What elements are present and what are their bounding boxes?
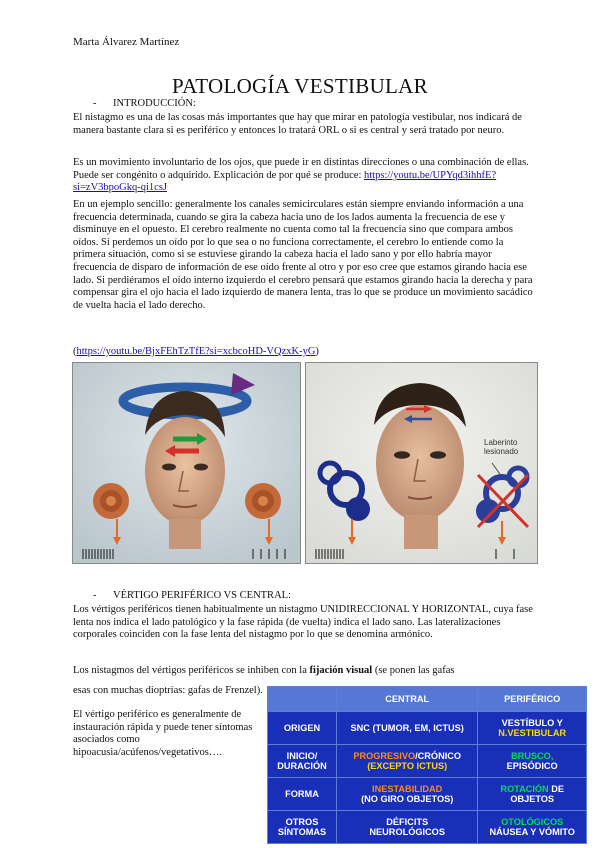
cell-central: DÉFICITS NEUROLÓGICOS — [337, 811, 478, 844]
table-header-central: CENTRAL — [337, 687, 478, 712]
paragraph-intro-4 — [73, 346, 533, 359]
figures-row — [72, 362, 536, 562]
central-vs-peripheral-table — [267, 686, 587, 844]
figure-head-rotation — [72, 362, 301, 564]
cell-central: SNC (TUMOR, EM, ICTUS) — [337, 712, 478, 745]
paragraph-frenzel: esas con muchas dioptrías: gafas de Frenzel). — [73, 685, 263, 696]
paren-open: ( — [73, 346, 77, 357]
bold-term: fijación visual — [309, 665, 373, 676]
lesioned-labyrinth-illustration — [306, 363, 537, 563]
table-row — [268, 712, 587, 745]
row-label: INICIO/ DURACIÓN — [268, 745, 337, 778]
section-heading-intro — [93, 98, 196, 109]
paragraph-intro-2 — [73, 157, 533, 195]
row-label: OTROS SÍNTOMAS — [268, 811, 337, 844]
author-name: Marta Álvarez Martínez — [73, 36, 180, 48]
cell-peripheral: ROTACIÓN DE OBJETOS — [478, 778, 587, 811]
paragraph-vertigo-2 — [73, 665, 543, 678]
section-heading-vertigo — [93, 590, 291, 601]
heading-text: VÉRTIGO PERIFÉRICO VS CENTRAL: — [113, 590, 291, 601]
cell-central: PROGRESIVO/CRÓNICO (EXCEPTO ICTUS) — [337, 745, 478, 778]
figure-label: Laberinto lesionado — [484, 438, 519, 456]
paragraph-text: Es un movimiento involuntario de los ojos, que puede ir en distintas direcciones o una combinación de ellas. Puede ser congénito o adquirido. Explicación de por qué se produce: — [73, 157, 529, 181]
bullet-dash: - — [93, 98, 97, 109]
face-icon — [376, 405, 464, 521]
paren-close: ) — [315, 346, 319, 357]
table-header-peripheral: PERIFÉRICO — [478, 687, 587, 712]
table-header-empty — [268, 687, 337, 712]
paragraph-onset: El vértigo periférico es generalmente de instauración rápida y puede tener síntomas asociados como hipoacusia/acúfenos/vegetativos…. — [73, 709, 253, 758]
cell-peripheral: OTOLÓGICOS NÁUSEA Y VÓMITO — [478, 811, 587, 844]
head-rotation-illustration — [73, 363, 300, 563]
heading-text: INTRODUCCIÓN: — [113, 98, 196, 109]
paragraph-text: (se ponen las gafas — [372, 665, 455, 676]
table-row — [268, 811, 587, 844]
paragraph-intro-3: En un ejemplo sencillo: generalmente los canales semicirculares están siempre enviando información a una frecuencia determinada, cuando se gira la cabeza hacia uno de los lados aumenta la frecuencia de ese y disminuye en el opuesto. El cerebro realmente no cuenta como tal la frecuencia sino que compara ambos oídos. Si perdemos un oído por lo que sea o no funciona correctamente, el cerebro lo entiende como la primera situación, como si se estuviese girando la cabeza hacia el lado sano y por ello habría mayor frecuencia de disparo de información de ese oído frente al otro y por eso cree que estamos girando hacia ese lado. Si perdiéramos el oído interno izquierdo el cerebro pensará que estamos girando hacia la derecha y para compensar gira el ojo hacia el lado izquierdo de manera lenta, tras lo que se produce un movimiento sacádico de vuelta hacia el lado derecho. — [73, 199, 533, 311]
youtube-link-1[interactable]: https://youtu.be/UPYqd3ihhfE?si=zV3bpoGkq-qi1csJ — [73, 169, 497, 194]
table-row — [268, 778, 587, 811]
youtube-link-2[interactable]: https://youtu.be/BjxFEhTzTfE?si=xcbcoHD-VQzxK-yG — [76, 346, 316, 357]
cell-peripheral: BRUSCO, EPISÓDICO — [478, 745, 587, 778]
table-row — [268, 745, 587, 778]
figure-lesioned-labyrinth — [305, 362, 538, 564]
cell-central: INESTABILIDAD (NO GIRO OBJETOS) — [337, 778, 478, 811]
paragraph-text: Los nistagmos del vértigos periféricos se inhiben con la — [73, 665, 310, 676]
paragraph-vertigo-1: Los vértigos periféricos tienen habitualmente un nistagmo UNIDIRECCIONAL Y HORIZONTAL, cuya fase lenta nos indica el lado patológico y la fase rápida (de vuelta) indica el lado sano. Las lateralizaciones corporales coinciden con la fase lenta del nistagmo por lo que se denomina armónico. — [73, 604, 533, 641]
face-icon — [145, 417, 225, 525]
page-title: PATOLOGÍA VESTIBULAR — [172, 74, 428, 98]
row-label: FORMA — [268, 778, 337, 811]
row-label: ORIGEN — [268, 712, 337, 745]
cell-peripheral: VESTÍBULO Y N.VESTIBULAR — [478, 712, 587, 745]
bullet-dash: - — [93, 590, 97, 601]
table-header-row — [268, 687, 587, 712]
paragraph-intro-1: El nistagmo es una de las cosas más importantes que hay que mirar en patología vestibular, nos indicará de manera bastante clara si es periférico y entonces lo tratará ORL o si es central y será tratado por neuro. — [73, 112, 522, 136]
